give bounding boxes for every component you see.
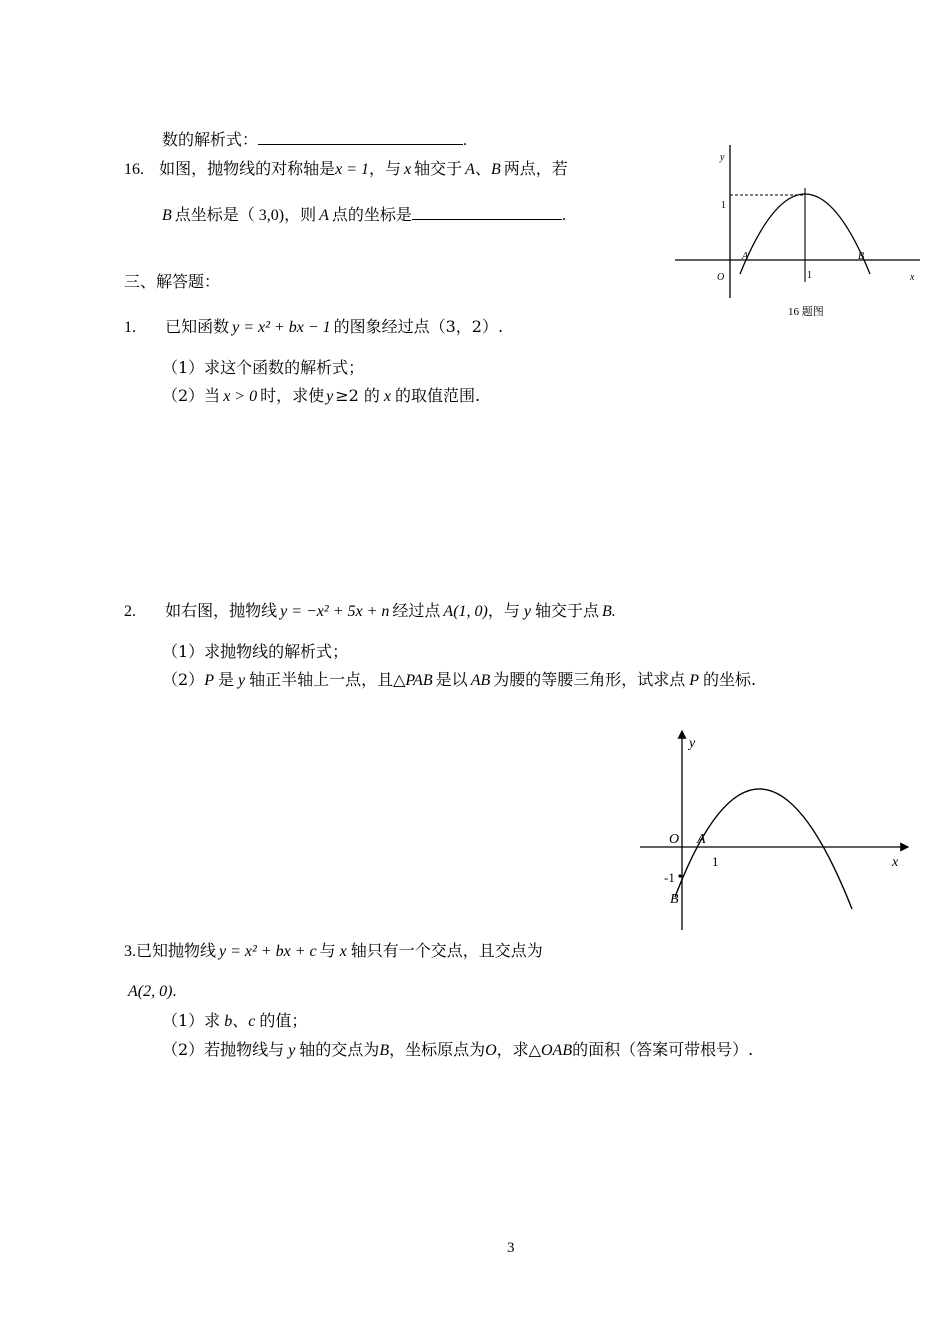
parabola-curve	[675, 789, 852, 909]
y-tick-1: 1	[721, 200, 726, 211]
problem-3-part-2: （2）若抛物线与 y 轴的交点为B，坐标原点为O，求△OAB的面积（答案可带根号）.	[162, 1040, 754, 1059]
origin-label: O	[669, 832, 680, 847]
figure-problem-2	[630, 725, 920, 940]
problem-1: 1. 已知函数 y = x² + bx − 1 的图象经过点（3，2）.	[124, 317, 504, 336]
point-A-label: A	[742, 251, 749, 262]
problem-3-point: A(2, 0).	[128, 983, 177, 1000]
question-16-line1	[124, 158, 568, 181]
y-label: y	[720, 152, 725, 163]
x-tick-1: 1	[807, 270, 812, 281]
figure-16	[670, 140, 930, 325]
section-title: 三、解答题：	[124, 272, 221, 291]
problem-3-part-1: （1）求 b、c 的值；	[162, 1011, 308, 1030]
x-tick-1: 1	[712, 854, 719, 869]
neg1-tick-dot	[678, 874, 681, 877]
prev-text: 数的解析式：	[162, 130, 259, 149]
point-B-label: B	[858, 251, 865, 262]
problem-number: 2.	[124, 603, 136, 620]
point-B-label: B	[670, 892, 679, 907]
q16-text: 如图，抛物线的对称轴是x = 1，与 x 轴交于 A、B 两点，若	[159, 159, 568, 178]
problem-3: 3.已知抛物线 y = x² + bx + c 与 x 轴只有一个交点，且交点为	[124, 941, 543, 960]
answer-blank	[258, 128, 463, 145]
y-tick-neg1: -1	[664, 870, 675, 885]
prev-question-tail	[162, 128, 467, 152]
origin-label: O	[717, 272, 725, 283]
question-number: 16.	[124, 161, 144, 178]
problem-2: 2. 如右图，抛物线 y = −x² + 5x + n 经过点 A(1, 0)，与 y 轴交于点 B.	[124, 601, 616, 620]
point-A-label: A	[697, 832, 706, 847]
y-label: y	[689, 736, 696, 751]
answer-blank	[412, 203, 562, 220]
problem-2-part-1: （1）求抛物线的解析式；	[162, 642, 349, 661]
period: .	[463, 132, 468, 149]
problem-1-part-2: （2）当 x > 0 时，求使 y ≥2 的 x 的取值范围.	[162, 386, 481, 405]
figure-caption: 16 题图	[788, 306, 824, 318]
problem-number: 1.	[124, 319, 136, 336]
problem-number: 3.	[124, 943, 136, 960]
question-16-line2: B 点坐标是（ 3,0)，则 A 点的坐标是 .	[162, 205, 566, 224]
problem-1-part-1: （1）求这个函数的解析式；	[162, 358, 365, 377]
x-label: x	[892, 855, 899, 870]
page-number: 3	[507, 1240, 515, 1256]
x-label: x	[910, 272, 915, 283]
problem-2-part-2: （2）P 是 y 轴正半轴上一点，且△PAB 是以 AB 为腰的等腰三角形，试求点 P 的坐标.	[162, 670, 757, 689]
